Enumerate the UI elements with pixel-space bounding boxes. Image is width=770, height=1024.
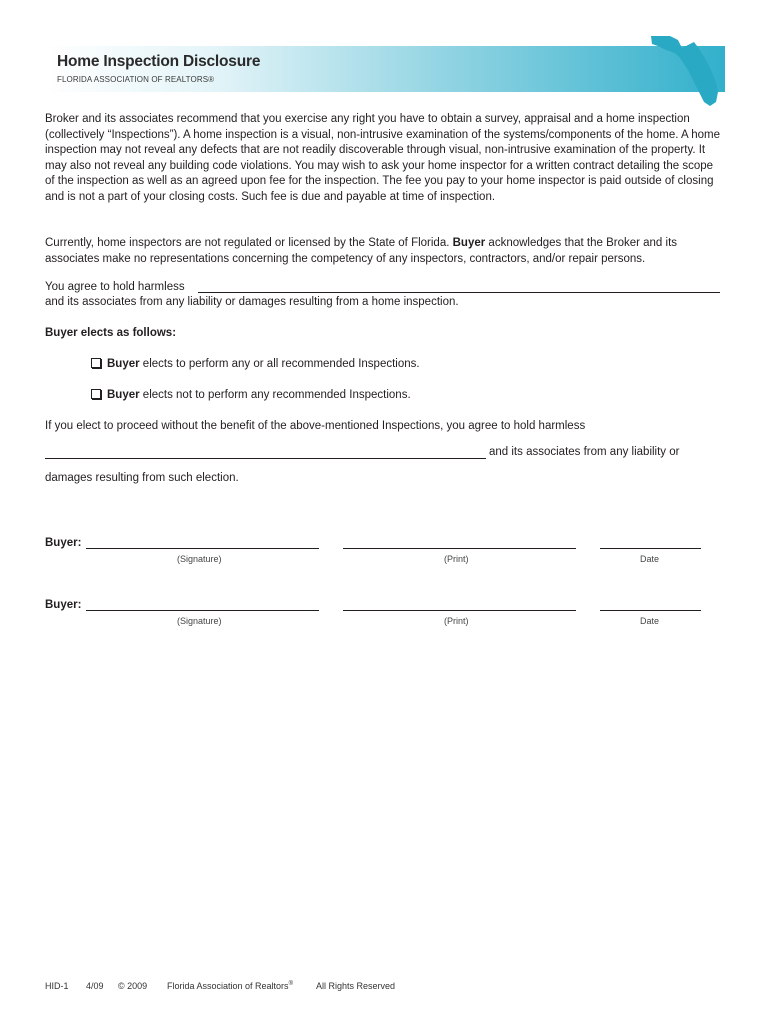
organization-subtitle: FLORIDA ASSOCIATION OF REALTORS® [57,75,215,84]
option-perform-buyer: Buyer [107,358,140,370]
hold-harmless-label: You agree to hold harmless [45,281,185,293]
buyer-print-line[interactable] [343,548,576,549]
proceed-end: damages resulting from such election. [45,472,239,484]
option-perform [91,358,420,370]
elects-heading: Buyer elects as follows: [45,327,177,339]
regulation-text-end: acknowledges that the Broker and its associates make no representations concerning the competency of any inspectors, contractors, and/or repair persons. [45,237,678,265]
regulation-text-start: Currently, home inspectors are not regulated or licensed by the State of Florida. [45,237,453,249]
date-caption: Date [640,554,660,564]
date-caption: Date [640,616,660,626]
print-caption: (Print) [444,616,469,626]
footer-registered: ® [288,981,293,987]
buyer-signature-line[interactable] [86,610,319,611]
option-perform-text: elects to perform any or all recommended Inspections. [139,358,420,370]
regulation-paragraph [45,236,725,267]
signature-caption: (Signature) [177,554,222,564]
option-decline-buyer: Buyer [107,389,140,401]
hold-harmless-suffix: and its associates from any liability or damages resulting from a home inspection. [45,296,459,308]
proceed-suffix: and its associates from any liability or [489,446,680,458]
footer-org-name: Florida Association of Realtors [167,981,289,991]
buyer-label: Buyer: [45,599,82,611]
regulation-buyer-bold: Buyer [452,237,486,249]
intro-paragraph: Broker and its associates recommend that you exercise any right you have to obtain a survey, appraisal and a home inspection (collectively “Inspections”). A home inspection is a visual, non-intrusive examination of the systems/components of the home. A home inspection may not reveal any defects that are not readily discoverable through visual, non-intrusive examination of the property. It may also not reveal any building code violations. You may wish to ask your home inspector for a written contract detailing the scope of the inspection as well as an agreed upon fee for the inspection. The fee you pay to your home inspector is paid outside of closing and is not a part of your closing costs. Such fee is due and payable at time of inspection. [45,113,721,203]
proceed-text: If you elect to proceed without the benefit of the above-mentioned Inspections, you agree to hold harmless [45,420,586,432]
hold-harmless-blank[interactable] [198,292,720,293]
footer-revision: 4/09 [86,981,104,991]
footer-copyright: © 2009 [118,981,148,991]
perform-inspections-checkbox[interactable] [91,358,101,368]
option-decline [91,389,411,401]
buyer-date-line[interactable] [600,548,701,549]
buyer-label: Buyer: [45,537,82,549]
proceed-harmless-blank[interactable] [45,458,486,459]
option-decline-text: elects not to perform any recommended Inspections. [139,389,411,401]
footer-rights: All Rights Reserved [316,981,396,991]
page-title: Home Inspection Disclosure [57,53,261,70]
signature-caption: (Signature) [177,616,222,626]
buyer-date-line[interactable] [600,610,701,611]
buyer-signature-line[interactable] [86,548,319,549]
decline-inspections-checkbox[interactable] [91,389,101,399]
florida-map-icon [648,30,728,110]
footer-org [167,981,293,991]
print-caption: (Print) [444,554,469,564]
footer-form-id: HID-1 [45,981,69,991]
buyer-print-line[interactable] [343,610,576,611]
